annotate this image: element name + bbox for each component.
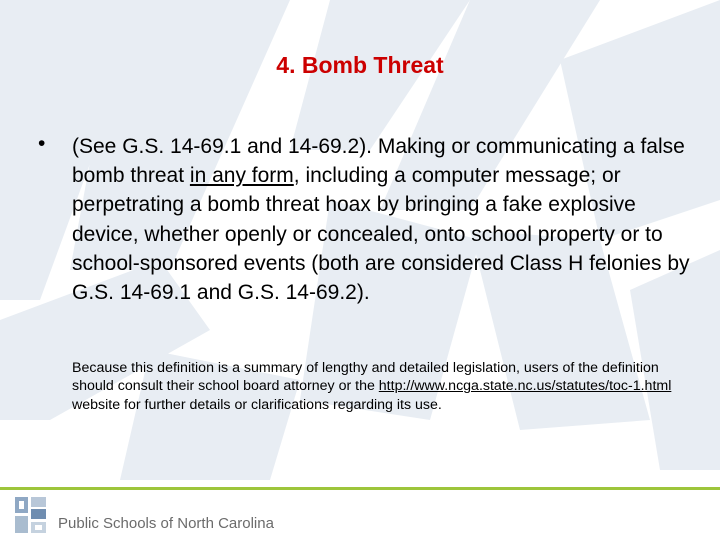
bullet-item [38,132,698,307]
bullet-text-post: , including a computer message; or perpetrating a bomb threat hoax by bringing a fake explosive device, whether openly or concealed, onto school property or to school-sponsored events (both are considered Class H felonies by G.S. 14-69.1 and G.S. 14-69.2). [72,164,690,305]
footer-org-name: Public Schools of North Carolina [58,515,274,532]
footer-divider [0,487,720,490]
bullet-text-pre: (See G.S. 14-69.1 and 14-69.2). Making or communicating a false bomb threat [72,135,685,188]
dpi-logo-icon [14,495,48,535]
slide-title: 4. Bomb Threat [276,52,444,78]
bullet-text-underlined: in any form [189,164,294,188]
bullet-text [72,132,692,307]
bullet-symbol: • [38,132,46,155]
definition-note [72,359,682,414]
note-text-post: website for further details or clarifications regarding its use. [72,396,442,413]
note-text-pre: Because this definition is a summary of lengthy and detailed legislation, users of the definition should consult their school board attorney or the [72,360,659,395]
statutes-link[interactable]: http://www.ncga.state.nc.us/statutes/toc-1.html [378,378,672,395]
